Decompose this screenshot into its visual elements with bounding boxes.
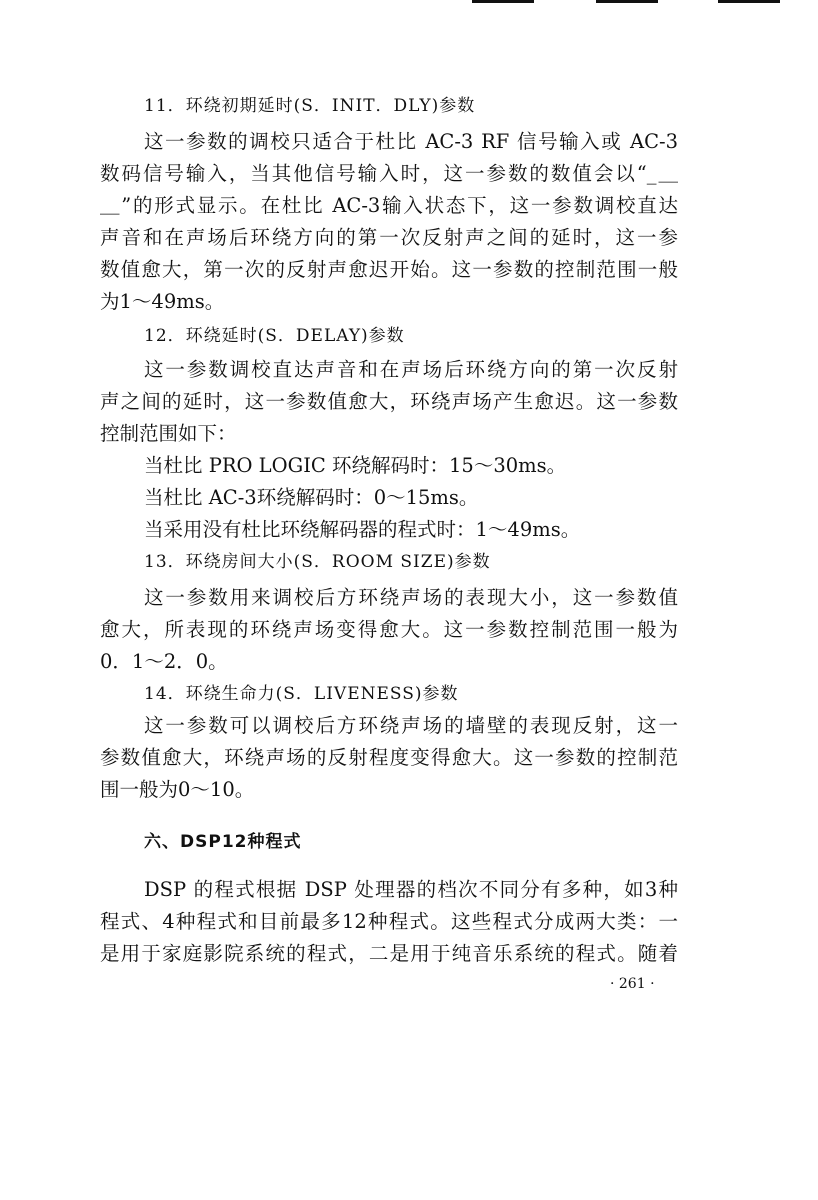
item-11-text-line: ＿”的形式显示。在杜比 AC-3输入状态下，这一参数调校直达: [100, 194, 678, 217]
item-13-heading: 13．环绕房间大小(S．ROOM SIZE)参数: [144, 552, 491, 572]
top-edge-mark: [718, 0, 780, 3]
item-11-text-line: 这一参数的调校只适合于杜比 AC-3 RF 信号输入或 AC-3: [144, 130, 678, 153]
item-12-list-item: 当采用没有杜比环绕解码器的程式时：1～49ms。: [144, 518, 581, 541]
item-11-text-line: 数码信号输入，当其他信号输入时，这一参数的数值会以“_＿: [100, 162, 678, 185]
section-6-title: 六、DSP12种程式: [144, 832, 302, 852]
item-12-list-item: 当杜比 PRO LOGIC 环绕解码时：15～30ms。: [144, 454, 567, 477]
item-14-text-line: 参数值愈大，环绕声场的反射程度变得愈大。这一参数的控制范: [100, 746, 678, 769]
item-12-text-line: 声之间的延时，这一参数值愈大，环绕声场产生愈迟。这一参数: [100, 390, 678, 413]
item-13-text-line: 这一参数用来调校后方环绕声场的表现大小，这一参数值: [144, 586, 678, 609]
section-6-text-line: 是用于家庭影院系统的程式，二是用于纯音乐系统的程式。随着: [100, 942, 678, 965]
item-12-list-item: 当杜比 AC-3环绕解码时：0～15ms。: [144, 486, 479, 509]
item-11-heading: 11．环绕初期延时(S．INIT．DLY)参数: [144, 96, 476, 116]
item-14-text-line: 这一参数可以调校后方环绕声场的墙壁的表现反射，这一: [144, 714, 678, 737]
top-edge-mark: [596, 0, 658, 3]
section-6-text-line: 程式、4种程式和目前最多12种程式。这些程式分成两大类：一: [100, 910, 678, 933]
section-6-text-line: DSP 的程式根据 DSP 处理器的档次不同分有多种，如3种: [144, 878, 678, 901]
top-edge-mark: [472, 0, 534, 3]
item-12-heading: 12．环绕延时(S．DELAY)参数: [144, 326, 405, 346]
item-14-text-line: 围一般为0～10。: [100, 778, 255, 801]
item-13-text-line: 愈大，所表现的环绕声场变得愈大。这一参数控制范围一般为: [100, 618, 678, 641]
item-13-text-line: 0．1～2．0。: [100, 650, 228, 673]
item-12-text-line: 这一参数调校直达声音和在声场后环绕方向的第一次反射: [144, 358, 678, 381]
item-11-text-line: 为1～49ms。: [100, 290, 225, 313]
item-14-heading: 14．环绕生命力(S．LIVENESS)参数: [144, 684, 459, 704]
item-11-text-line: 声音和在声场后环绕方向的第一次反射声之间的延时，这一参: [100, 226, 678, 249]
item-11-text-line: 数值愈大，第一次的反射声愈迟开始。这一参数的控制范围一般: [100, 258, 678, 281]
item-12-text-line: 控制范围如下：: [100, 422, 237, 445]
page-number: · 261 ·: [610, 976, 655, 992]
